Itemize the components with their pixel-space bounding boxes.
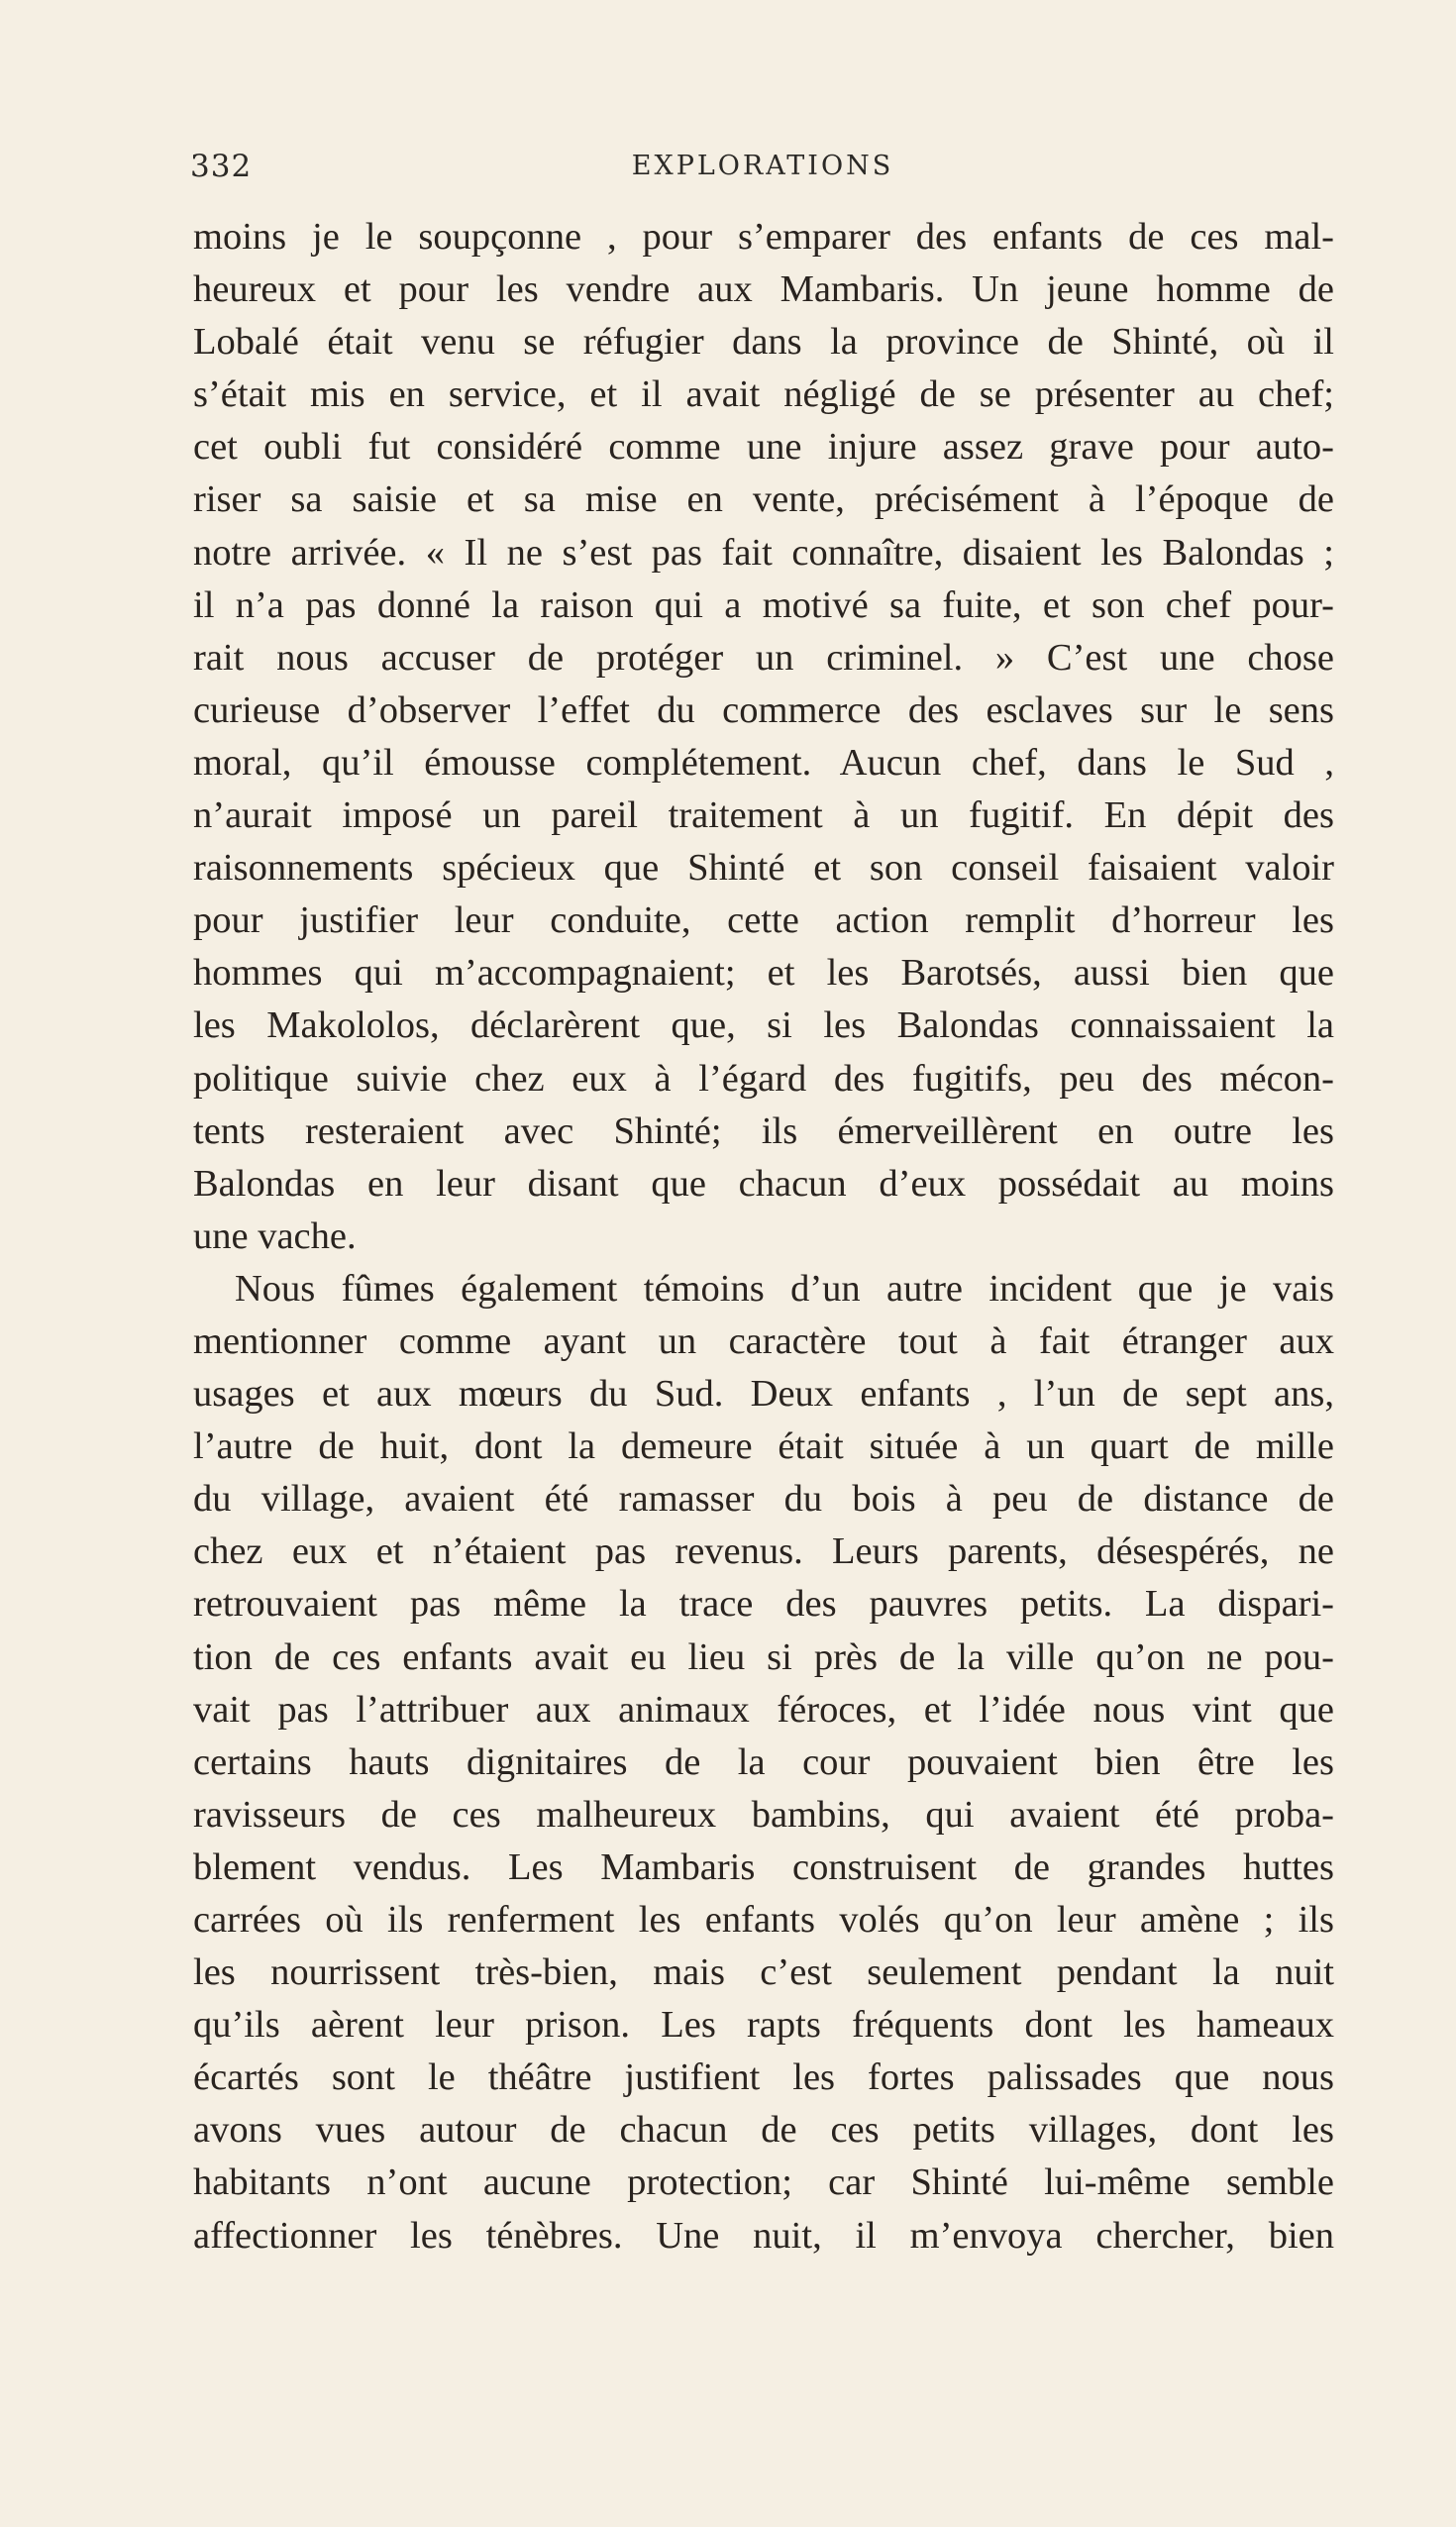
text-line: moins je le soupçonne , pour s’emparer des enfants de ces mal- bbox=[193, 216, 1334, 258]
text-line: curieuse d’observer l’effet du commerce des esclaves sur le sens bbox=[193, 688, 1334, 731]
text-line: une vache. bbox=[193, 1214, 357, 1257]
page-number: 332 bbox=[190, 149, 253, 184]
text-line: blement vendus. Les Mambaris construisent de grandes huttes bbox=[193, 1845, 1334, 1888]
text-line: les nourrissent très-bien, mais c’est seulement pendant la nuit bbox=[193, 1951, 1334, 1994]
text-line: hommes qui m’accompagnaient; et les Barotsés, aussi bien que bbox=[193, 952, 1334, 995]
page-header bbox=[190, 149, 1335, 198]
text-line: mentionner comme ayant un caractère tout à fait étranger aux bbox=[193, 1319, 1334, 1362]
text-line: l’autre de huit, dont la demeure était située à un quart de mille bbox=[193, 1425, 1334, 1468]
text-line: les Makololos, déclarèrent que, si les Balondas connaissaient la bbox=[193, 1004, 1334, 1047]
text-line: avons vues autour de chacun de ces petits villages, dont les bbox=[193, 2109, 1334, 2152]
text-line: politique suivie chez eux à l’égard des fugitifs, peu des mécon- bbox=[193, 1057, 1334, 1100]
text-line: moral, qu’il émousse complétement. Aucun chef, dans le Sud , bbox=[193, 741, 1334, 784]
text-line: cet oubli fut considéré comme une injure assez grave pour auto- bbox=[193, 426, 1334, 469]
text-line: Nous fûmes également témoins d’un autre incident que je vais bbox=[235, 1267, 1334, 1310]
text-line: écartés sont le théâtre justifient les fortes palissades que nous bbox=[193, 2056, 1334, 2099]
text-line: usages et aux mœurs du Sud. Deux enfants , l’un de sept ans, bbox=[193, 1373, 1334, 1416]
text-line: Balondas en leur disant que chacun d’eux possédait au moins bbox=[193, 1162, 1334, 1205]
text-line: riser sa saisie et sa mise en vente, précisément à l’époque de bbox=[193, 478, 1334, 521]
text-line: Lobalé était venu se réfugier dans la province de Shinté, où il bbox=[193, 321, 1334, 364]
paragraph-1 bbox=[193, 211, 1334, 1263]
text-line: vait pas l’attribuer aux animaux féroces, et l’idée nous vint que bbox=[193, 1688, 1334, 1731]
text-line: il n’a pas donné la raison qui a motivé sa fuite, et son chef pour- bbox=[193, 583, 1334, 626]
text-line: qu’ils aèrent leur prison. Les rapts fréquents dont les hameaux bbox=[193, 2004, 1334, 2047]
text-line: carrées où ils renferment les enfants volés qu’on leur amène ; ils bbox=[193, 1899, 1334, 1941]
text-line: affectionner les ténèbres. Une nuit, il m’envoya chercher, bien bbox=[193, 2214, 1334, 2257]
text-line: tents resteraient avec Shinté; ils émerveillèrent en outre les bbox=[193, 1109, 1334, 1152]
body-text bbox=[193, 211, 1334, 2263]
text-line: heureux et pour les vendre aux Mambaris. Un jeune homme de bbox=[193, 268, 1334, 311]
text-line: pour justifier leur conduite, cette action remplit d’horreur les bbox=[193, 899, 1334, 942]
text-line: certains hauts dignitaires de la cour pouvaient bien être les bbox=[193, 1740, 1334, 1783]
paragraph-2 bbox=[193, 1263, 1334, 2263]
text-line: n’aurait imposé un pareil traitement à un fugitif. En dépit des bbox=[193, 794, 1334, 837]
running-title: EXPLORATIONS bbox=[631, 151, 894, 181]
text-line: ravisseurs de ces malheureux bambins, qui avaient été proba- bbox=[193, 1793, 1334, 1836]
text-line: rait nous accuser de protéger un criminel. » C’est une chose bbox=[193, 636, 1334, 679]
text-line: habitants n’ont aucune protection; car Shinté lui-même semble bbox=[193, 2161, 1334, 2204]
text-line: raisonnements spécieux que Shinté et son conseil faisaient valoir bbox=[193, 847, 1334, 890]
text-line: retrouvaient pas même la trace des pauvres petits. La dispari- bbox=[193, 1583, 1334, 1626]
text-line: du village, avaient été ramasser du bois à peu de distance de bbox=[193, 1478, 1334, 1521]
text-line: chez eux et n’étaient pas revenus. Leurs parents, désespérés, ne bbox=[193, 1530, 1334, 1573]
text-line: notre arrivée. « Il ne s’est pas fait connaître, disaient les Balondas ; bbox=[193, 531, 1334, 574]
text-line: s’était mis en service, et il avait négligé de se présenter au chef; bbox=[193, 373, 1334, 416]
text-line: tion de ces enfants avait eu lieu si près de la ville qu’on ne pou- bbox=[193, 1635, 1334, 1678]
